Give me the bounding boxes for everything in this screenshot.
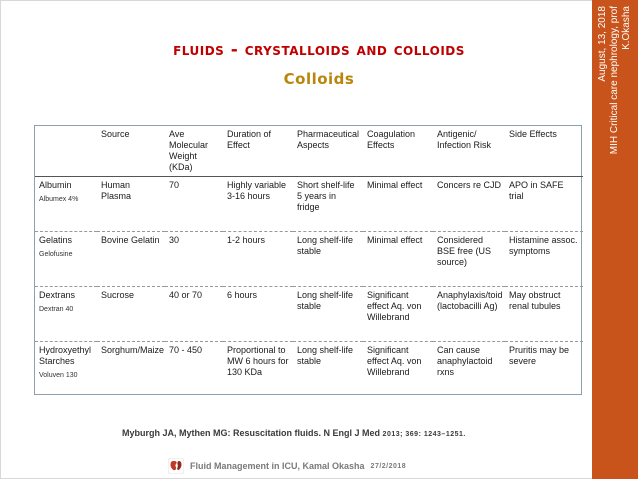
header-cell: Side Effects	[505, 126, 583, 177]
row-sub: Albumex 4%	[39, 196, 79, 203]
sidebar-band	[592, 0, 638, 479]
row-head-cell	[35, 177, 97, 232]
table-cell: May obstruct renal tubules	[505, 287, 583, 342]
colloids-table-container	[34, 125, 582, 395]
citation-ref: 2013; 369: 1243–1251.	[382, 431, 466, 438]
header-cell: Pharmaceutical Aspects	[293, 126, 363, 177]
table-cell: Sucrose	[97, 287, 165, 342]
table-cell: Short shelf-life 5 years in fridge	[297, 180, 355, 212]
table-cell: Highly variable 3-16 hours	[227, 180, 287, 201]
table-cell: Anaphylaxis/toid (lactobacilli Ag)	[433, 287, 505, 342]
header-cell	[35, 126, 97, 177]
citation-main: Myburgh JA, Mythen MG: Resuscitation fluids. N Engl J Med	[122, 428, 381, 438]
table-cell: Minimal effect	[367, 180, 423, 190]
row-name: Hydroxyethyl Starches	[39, 345, 92, 366]
table-row	[35, 342, 583, 397]
footer-text: Fluid Management in ICU, Kamal Okasha	[190, 461, 365, 471]
row-head-cell	[35, 342, 97, 397]
table-cell: APO in SAFE trial	[509, 180, 564, 201]
table-cell: Bovine Gelatin	[97, 232, 165, 287]
table-cell: 70 - 450	[165, 342, 223, 397]
row-name: Albumin	[39, 180, 72, 190]
slide-subtitle: Colloids	[283, 70, 355, 88]
table-row	[35, 287, 583, 342]
row-name: Dextrans	[39, 290, 76, 300]
header-cell: Antigenic/ Infection Risk	[433, 126, 505, 177]
row-head-cell	[35, 287, 97, 342]
table-cell: Minimal effect	[363, 232, 433, 287]
table-cell: Histamine assoc. symptoms	[505, 232, 583, 287]
table-cell: Can cause anaphylactoid rxns	[433, 342, 505, 397]
sidebar-org-line2: K.Okasha	[621, 6, 632, 50]
citation	[122, 428, 466, 438]
row-sub: Dextran 40	[39, 306, 74, 313]
table-cell: Significant effect Aq. von Willebrand	[363, 342, 433, 397]
table-cell: Considered BSE free (US source)	[433, 232, 505, 287]
table-cell: 30	[165, 232, 223, 287]
table-cell: Sorghum/Maize	[97, 342, 165, 397]
table-cell: Concers re CJD	[437, 180, 502, 190]
table-cell: Proportional to MW 6 hours for 130 KDa	[223, 342, 293, 397]
table-cell: 6 hours	[223, 287, 293, 342]
footer-date: 27/2/2018	[370, 462, 407, 470]
table-cell: Long shelf-life stable	[293, 342, 363, 397]
sidebar-date: August, 13, 2018	[597, 6, 608, 82]
footer	[168, 458, 406, 474]
header-cell: Duration of Effect	[223, 126, 293, 177]
row-head-cell	[35, 232, 97, 287]
table-cell: Pruritis may be severe	[505, 342, 583, 397]
table-cell: Long shelf-life stable	[293, 232, 363, 287]
table-cell: Significant effect Aq. von Willebrand	[363, 287, 433, 342]
table-header-row	[35, 126, 583, 177]
sidebar-text	[592, 0, 638, 290]
header-cell: Ave Molecular Weight (KDa)	[165, 126, 223, 177]
table-cell: 1-2 hours	[223, 232, 293, 287]
colloids-table	[35, 126, 583, 396]
slide-title: fluids - crystalloids and colloids	[173, 40, 465, 60]
table-row	[35, 177, 583, 232]
row-name: Gelatins	[39, 235, 73, 245]
row-sub: Gelofusine	[39, 251, 73, 258]
table-cell: Human Plasma	[101, 180, 132, 201]
table-cell: 40 or 70	[165, 287, 223, 342]
kidney-logo-icon	[168, 458, 184, 474]
table-cell: Long shelf-life stable	[293, 287, 363, 342]
header-cell: Source	[97, 126, 165, 177]
row-sub: Voluven 130	[39, 372, 78, 379]
table-cell: 70	[169, 180, 180, 190]
header-cell: Coagulation Effects	[363, 126, 433, 177]
sidebar-org-line1: MIH Critical care nephrology, prof	[609, 6, 620, 155]
table-row	[35, 232, 583, 287]
